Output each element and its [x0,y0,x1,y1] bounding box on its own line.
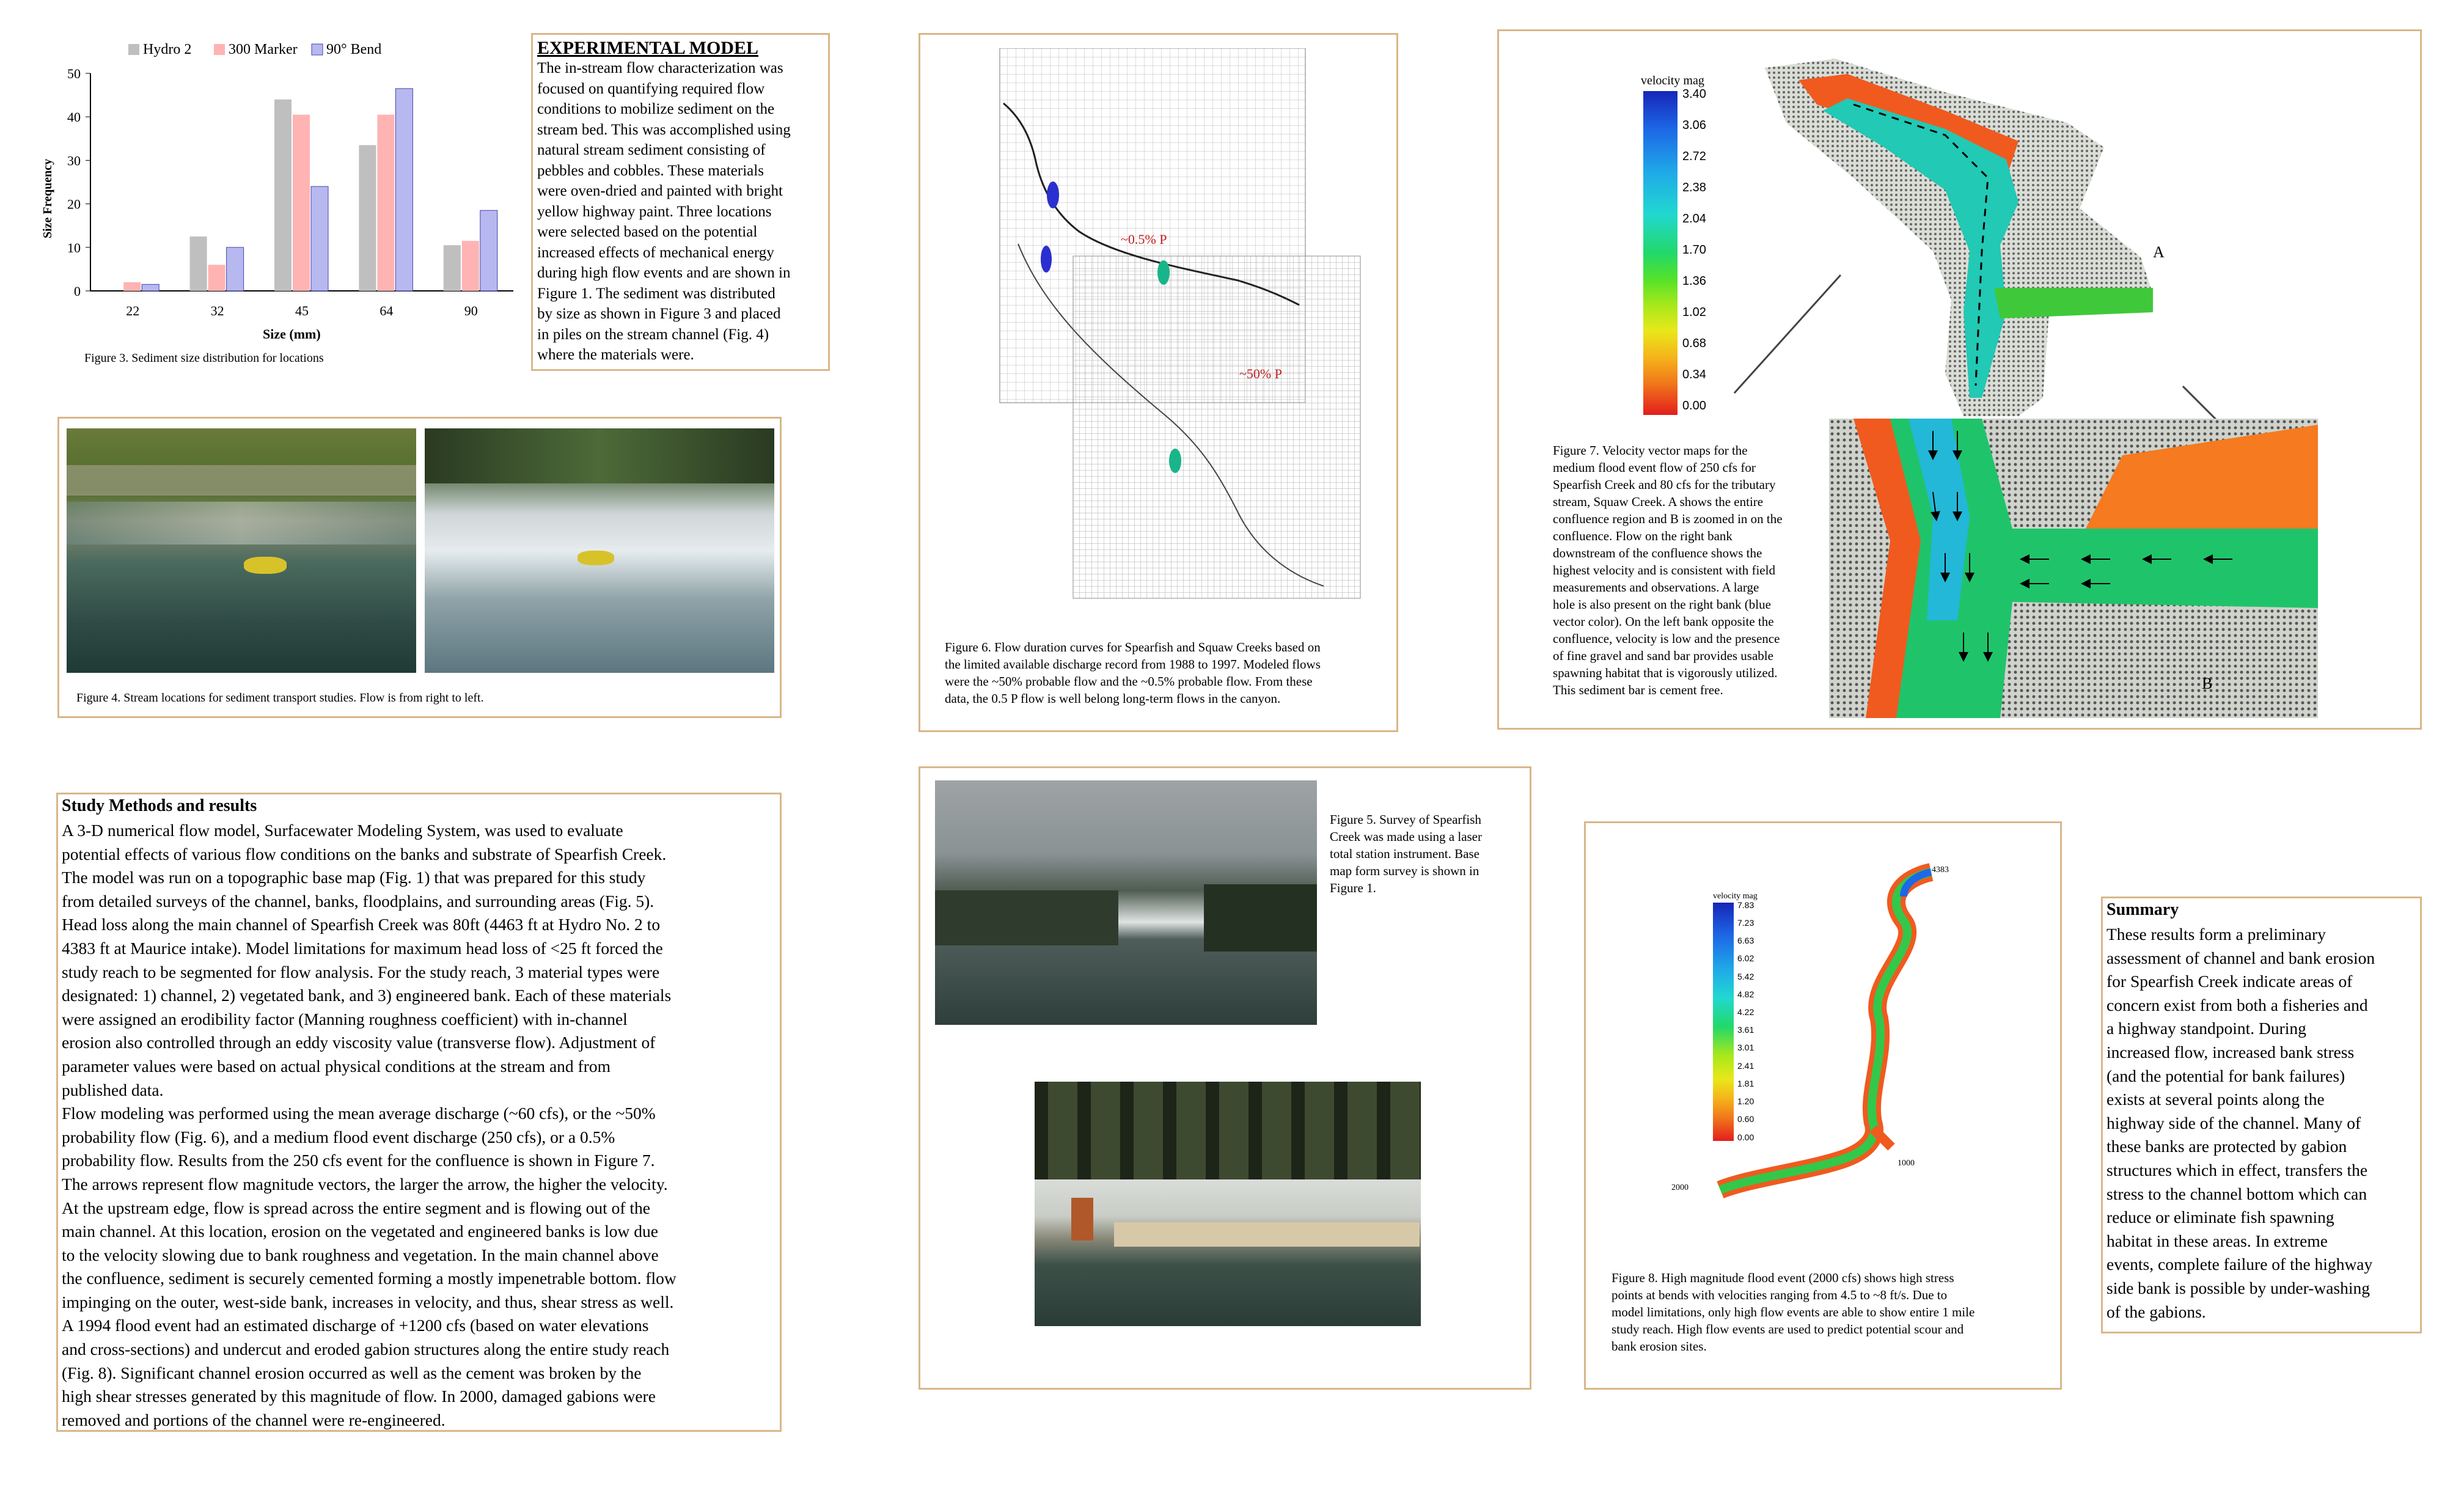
colorbar-tick-label: 2.38 [1682,181,1706,194]
fig7-caption-line: confluence. Flow on the right bank [1553,529,1733,543]
study-methods-line: and cross-sections) and undercut and eroded gabion structures along the entire study reach [62,1340,670,1359]
colorbar-tick-label: 0.00 [1682,399,1706,413]
marker-blue-1 [1047,182,1059,208]
colorbar-tick-label: 2.41 [1737,1060,1755,1071]
summary-box [2101,897,2422,1333]
fig3-bar [444,245,461,291]
fig3-bar [274,100,292,291]
colorbar-tick-label: 7.83 [1737,900,1755,910]
fig7-caption [1553,442,1783,698]
study-methods-line: erosion also controlled through an eddy viscosity value (transverse flow). Adjustment of [62,1033,656,1052]
fig7-caption-line: This sediment bar is cement free. [1553,683,1723,697]
marker-teal-1 [1157,260,1170,285]
fig7-caption-line: medium flood event flow of 250 cfs for [1553,460,1756,475]
fig3-xtick-label: 64 [380,303,394,318]
experimental-model-line: conditions to mobilize sediment on the [537,101,775,117]
fig8-caption-line: study reach. High flow events are used to predict potential scour and [1612,1322,1964,1336]
fig5-caption-line: map form survey is shown in [1330,864,1480,878]
legend-label-300marker: 300 Marker [229,42,298,57]
summary-line: structures which in effect, transfers the [2106,1160,2368,1179]
fig3-ytick-label: 10 [67,240,81,255]
fig3-bar [293,115,310,291]
experimental-model-line: were oven-dried and painted with bright [537,183,783,199]
summary-line: a highway standpoint. During [2106,1019,2306,1038]
fig5-box [919,766,1531,1390]
study-methods-line: Flow modeling was performed using the mean average discharge (~60 cfs), or the ~50% [62,1104,656,1123]
study-methods-line: probability flow. Results from the 250 cfs event for the confluence is shown in Figure 7. [62,1151,655,1170]
colorbar-tick-label: 2.04 [1682,212,1706,226]
fig3-bar [123,282,141,291]
colorbar-tick-label: 2.72 [1682,150,1706,163]
label-50p: ~50% P [1239,366,1282,381]
study-methods-line: from detailed surveys of the channel, banks, floodplains, and surrounding areas (Fig. 5). [62,891,654,911]
marker-teal-2 [1169,449,1181,473]
study-methods-line: A 1994 flood event had an estimated discharge of +1200 cfs (based on water elevations [62,1316,649,1335]
fig7-box [1497,29,2422,730]
fig3-bar [311,186,328,291]
fig7-caption-line: measurements and observations. A large [1553,580,1759,595]
study-methods-line: probability flow (Fig. 6), and a medium flood event discharge (250 cfs), or a 0.5% [62,1127,615,1146]
fig7-label-b: B [2202,675,2213,692]
summary-line: (and the potential for bank failures) [2106,1066,2345,1085]
fig4-caption: Figure 4. Stream locations for sediment transport studies. Flow is from right to left. [76,691,484,705]
study-methods-line: A 3-D numerical flow model, Surfacewater Modeling System, was used to evaluate [62,821,623,840]
fig7-caption-line: hole is also present on the right bank (blue [1553,597,1771,612]
fig3-caption: Figure 3. Sediment size distribution for locations [84,351,324,365]
legend-label-90bend: 90° Bend [326,42,382,57]
colorbar-tick-label: 0.00 [1737,1132,1755,1142]
fig6-caption-line: were the ~50% probable flow and the ~0.5% probable flow. From these [945,674,1313,689]
fig7-caption-line: confluence, velocity is low and the presence [1553,631,1780,646]
colorbar-tick-label: 3.61 [1737,1025,1755,1035]
summary-line: stress to the channel bottom which can [2106,1184,2367,1203]
fig3-xtick-label: 22 [126,303,140,318]
fig3-chart [37,37,526,379]
survey-photo-top [935,780,1317,1025]
study-methods-line: published data. [62,1080,164,1099]
fig5-caption [1330,811,1482,897]
fig6-caption-line: Figure 6. Flow duration curves for Spearfish and Squaw Creeks based on [945,640,1321,654]
fig7-caption-line: vector color). On the left bank opposite the [1553,614,1774,629]
fig7-label-a: A [2153,243,2165,261]
summary-line: side bank is possible by under-washing [2106,1278,2370,1297]
summary-line: increased flow, increased bank stress [2106,1042,2355,1062]
fig3-ytick-label: 40 [67,109,81,125]
summary-line: for Spearfish Creek indicate areas of [2106,972,2353,991]
summary-line: habitat in these areas. In extreme [2106,1231,2328,1250]
summary-line: highway side of the channel. Many of [2106,1113,2361,1132]
fig6-caption-line: data, the 0.5 P flow is well belong long-term flows in the canyon. [945,691,1281,706]
experimental-model-line: where the materials were. [537,346,694,363]
study-methods-line: were assigned an erodibility factor (Manning roughness coefficient) with in-channel [62,1009,628,1028]
stream-photo-right [425,428,774,673]
fig7-map-a [1762,56,2238,422]
summary-heading: Summary [2106,900,2179,919]
fig3-xtick-label: 45 [295,303,309,318]
study-methods-line: potential effects of various flow conditions on the banks and substrate of Spearfish Creek. [62,844,667,864]
study-methods-line: The arrows represent flow magnitude vectors, the larger the arrow, the higher the velocity. [62,1174,668,1194]
study-methods-line: high shear stresses generated by this magnitude of flow. In 2000, damaged gabions were [62,1387,656,1406]
colorbar-tick-label: 7.23 [1737,917,1755,928]
fig8-label-left: 2000 [1671,1183,1689,1192]
colorbar-tick-label: 1.02 [1682,306,1706,319]
legend-swatch-hydro2 [128,44,139,55]
colorbar-tick-label: 6.63 [1737,936,1755,946]
fig7-caption-line: confluence region and B is zoomed in on the [1553,512,1783,526]
fig7-legend-title: velocity mag [1641,74,1704,87]
fig5-caption-line: Creek was made using a laser [1330,829,1482,844]
fig7-caption-line: Figure 7. Velocity vector maps for the [1553,443,1748,458]
study-methods-line: 4383 ft at Maurice intake). Model limitations for maximum head loss of <25 ft forced the [62,938,663,958]
fig7-legend [1641,74,1763,416]
experimental-model-line: were selected based on the potential [537,224,758,240]
summary-line: assessment of channel and bank erosion [2106,948,2375,967]
study-methods-heading: Study Methods and results [62,796,257,815]
fig7-caption-line: Spearfish Creek and 80 cfs for the tributary [1553,477,1776,492]
fig3-bar [359,145,376,291]
fig8-caption-line: bank erosion sites. [1612,1339,1707,1354]
experimental-model-heading: EXPERIMENTAL MODEL [537,38,758,58]
fig3-ytick-label: 50 [67,66,81,81]
colorbar-tick-label: 3.06 [1682,119,1706,132]
fig3-ytick-label: 0 [74,284,81,299]
colorbar-tick-label: 4.22 [1737,1007,1755,1017]
fig3-legend [128,42,381,57]
stream-photo-left [67,428,416,673]
fig8-legend-title: velocity mag [1713,892,1758,901]
fig7-caption-line: downstream of the confluence shows the [1553,546,1762,560]
fig7-caption-line: stream, Squaw Creek. A shows the entire [1553,494,1764,509]
fig7-caption-line: spawning habitat that is vigorously utilized. [1553,666,1778,680]
colorbar-tick-label: 4.82 [1737,989,1755,999]
experimental-model-line: increased effects of mechanical energy [537,244,774,261]
study-methods-line: designated: 1) channel, 2) vegetated bank, and 3) engineered bank. Each of these materials [62,986,672,1005]
fig8-caption-line: points at bends with velocities ranging from 4.5 to ~8 ft/s. Due to [1612,1288,1948,1302]
fig3-bar [227,248,244,291]
fig3-bar [142,284,159,291]
fig3-bar [395,89,413,291]
fig5-caption-line: total station instrument. Base [1330,846,1480,861]
fig8-label-top: 4383 [1932,865,1949,875]
study-methods-line: to the velocity slowing due to bank roughness and vegetation. In the main channel above [62,1245,659,1264]
study-methods-line: At the upstream edge, flow is spread across the entire segment and is flowing out of the [62,1198,651,1217]
experimental-model-text [537,58,791,365]
study-methods-line: Head loss along the main channel of Spearfish Creek was 80ft (4463 ft at Hydro No. 2 to [62,915,661,934]
study-methods-box [56,793,782,1432]
fig8-caption-line: model limitations, only high flow events are able to show entire 1 mile [1612,1305,1975,1319]
fig6-caption [945,639,1321,707]
fig8-caption-line: Figure 8. High magnitude flood event (2000 cfs) shows high stress [1612,1270,1954,1285]
summary-line: of the gabions. [2106,1302,2206,1321]
experimental-model-line: by size as shown in Figure 3 and placed [537,306,781,322]
study-methods-line: the confluence, sediment is securely cemented forming a mostly impenetrable bottom. flow [62,1269,676,1288]
study-methods-line: removed and portions of the channel were re-engineered. [62,1410,446,1429]
fig8-map [1659,860,2001,1202]
fig7-map-b [1829,419,2318,718]
study-methods-line: (Fig. 8). Significant channel erosion occurred as well as the cement was broken by the [62,1363,642,1382]
summary-line: reduce or eliminate fish spawning [2106,1208,2334,1227]
fig3-ytick-label: 20 [67,196,81,212]
colorbar-tick-label: 1.81 [1737,1078,1755,1088]
fig6-caption-line: the limited available discharge record from 1988 to 1997. Modeled flows [945,657,1321,672]
fig6-box [919,33,1398,732]
study-methods-line: The model was run on a topographic base map (Fig. 1) that was prepared for this study [62,868,646,887]
study-methods-line: parameter values were based on actual physical conditions at the stream and from [62,1056,610,1076]
flow-duration-graph [981,48,1373,610]
experimental-model-line: in piles on the stream channel (Fig. 4) [537,326,769,343]
fig7-caption-line: highest velocity and is consistent with field [1553,563,1775,578]
legend-label-hydro2: Hydro 2 [143,42,192,57]
summary-line: these banks are protected by gabion [2106,1137,2347,1156]
colorbar-tick-label: 0.34 [1682,368,1706,381]
colorbar-tick-label: 3.40 [1682,87,1706,101]
experimental-model-box [531,33,830,371]
fig5-caption-line: Figure 1. [1330,881,1376,895]
fig7-caption-line: of fine gravel and sand bar provides usable [1553,648,1773,663]
fig3-xtick-label: 32 [210,303,224,318]
experimental-model-line: stream bed. This was accomplished using [537,121,791,138]
experimental-model-line: focused on quantifying required flow [537,80,765,97]
summary-line: exists at several points along the [2106,1090,2325,1109]
fig3-bar [377,115,394,291]
colorbar-tick-label: 0.68 [1682,337,1706,350]
experimental-model-line: during high flow events and are shown in [537,265,791,281]
summary-text [2106,923,2375,1324]
fig3-xlabel: Size (mm) [263,326,321,342]
label-05p: ~0.5% P [1121,232,1167,247]
fig3-ylabel: Size Frequency [41,158,54,238]
fig8-label-right: 1000 [1898,1159,1915,1168]
legend-swatch-300marker [214,44,225,55]
colorbar-tick-label: 0.60 [1737,1114,1755,1124]
colorbar-tick-label: 6.02 [1737,953,1755,964]
colorbar-tick-label: 1.70 [1682,243,1706,257]
study-methods-line: study reach to be segmented for flow analysis. For the study reach, 3 material types were [62,962,660,981]
study-methods-line: impinging on the outer, west-side bank, increases in velocity, and thus, shear stress as well. [62,1292,674,1311]
experimental-model-line: yellow highway paint. Three locations [537,203,772,220]
colorbar-tick-label: 1.36 [1682,274,1706,288]
survey-photo-bottom [1035,1082,1421,1326]
fig4-box [57,417,782,718]
colorbar-tick-label: 1.20 [1737,1096,1755,1107]
summary-line: These results form a preliminary [2106,925,2326,944]
experimental-model-line: The in-stream flow characterization was [537,60,783,76]
study-methods-text [62,819,676,1432]
summary-line: concern exist from both a fisheries and [2106,995,2368,1014]
colorbar-tick-label: 3.01 [1737,1043,1755,1053]
experimental-model-line: pebbles and cobbles. These materials [537,162,764,179]
marker-blue-2 [1041,246,1052,273]
summary-line: events, complete failure of the highway [2106,1255,2373,1274]
colorbar-tick-label: 5.42 [1737,971,1755,981]
fig3-bar [190,237,207,291]
fig3-xtick-label: 90 [464,303,478,318]
fig3-bar [462,241,479,291]
fig3-ytick-label: 30 [67,153,81,169]
study-methods-line: main channel. At this location, erosion on the vegetated and engineered banks is low due [62,1222,658,1241]
fig8-box [1584,821,2062,1390]
fig5-caption-line: Figure 5. Survey of Spearfish [1330,812,1481,827]
fig3-bar [480,210,497,291]
fig8-caption [1612,1269,1975,1355]
fig3-bar [208,265,226,291]
experimental-model-line: natural stream sediment consisting of [537,142,766,158]
legend-swatch-90bend [312,44,323,55]
experimental-model-line: Figure 1. The sediment was distributed [537,285,776,302]
fig7-colorbar [1643,91,1678,415]
